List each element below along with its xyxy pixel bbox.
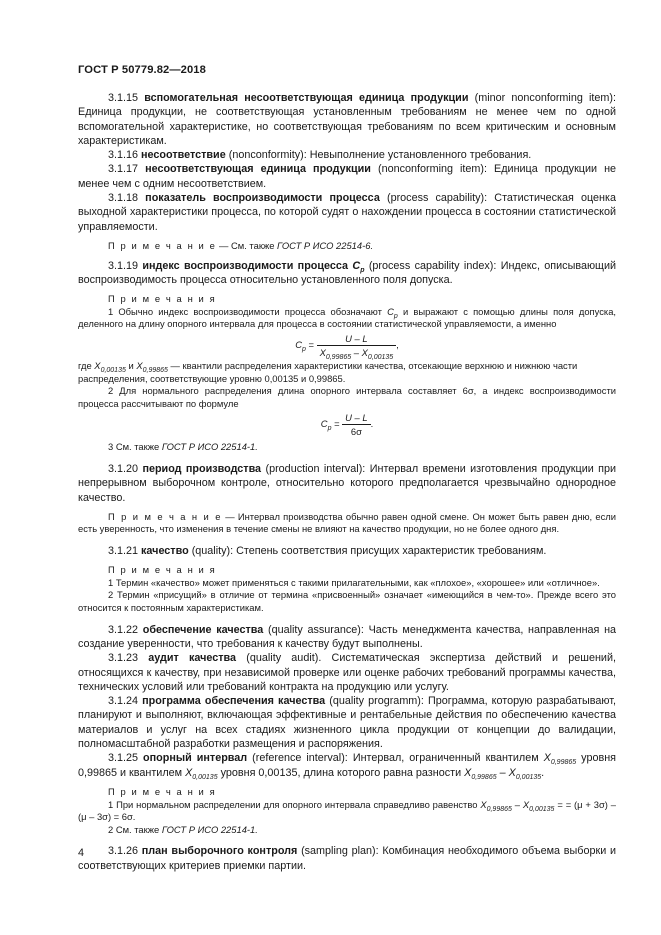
term-3-1-21: 3.1.21 качество (quality): Степень соответствия присущих характеристик требованиям. (108, 544, 547, 557)
notes-label: П р и м е ч а н и я (108, 564, 217, 576)
formula-cp-6sigma: $C_p$ = $\frac{U - L}{6\sigma}$ . (320, 412, 374, 438)
term-3-1-22: 3.1.22 обеспечение качества (quality assurance): Часть менеджмента качества, направленная на создание уверенности, что требования к качеству будут выполнены. (78, 623, 617, 650)
note-2: 2 См. также ГОСТ Р ИСО 22514-1. (108, 823, 258, 835)
note-1: 1 При нормальном распределении для опорного интервала справедливо равенство $X_{0,99865} - X_{0,00135}$ = = (μ + 3σ) – (μ – 3σ) = 6σ. (78, 798, 616, 823)
term-title: качество (141, 544, 189, 557)
term-3-1-24: 3.1.24 программа обеспечения качества (quality programm): Программа, которую разрабатывают, планируют и выполняют, включающая эффективные и рентабельные действия по обеспечению качества материалов и услуг на всех стадиях жизненного цикла продукции от концепции до валидации, полномасштабной разработки размещения и распоряжения. (78, 695, 617, 751)
term-title: вспомогательная несоответствующая единица продукции (144, 92, 469, 104)
term-title: план выборочного контроля (141, 845, 298, 858)
term-title: период производства (142, 462, 262, 475)
note-3: 3 См. также ГОСТ Р ИСО 22514-1. (108, 441, 258, 453)
term-title: обеспечение качества (142, 623, 264, 636)
note-1: 1 Термин «качество» может применяться с такими прилагательными, как «плохое», «хорошее» или «отличное». (108, 576, 600, 588)
cp-symbol: $C_p$ (352, 259, 365, 274)
term-3-1-15: 3.1.15 вспомогательная несоответствующая единица продукции (minor nonconforming item): Единица продукции, не соответствующая установленным требованиям не менее чем по одной вспомогательной характеристике, но соответствующая требованиям по всем критическим и основным характеристикам. (78, 92, 616, 147)
term-3-1-25: 3.1.25 опорный интервал (reference interval): Интервал, ограниченный квантилем $X_{0,99865}$ уровня 0,99865 и квантилем $X_{0,00135}$ уровня 0,00135, длина которого равна разности $X_{0,99865} - X_{0,00135}$. (78, 752, 617, 781)
notes-label: П р и м е ч а н и я (108, 785, 217, 797)
note-2: 2 Для нормального распределения длина опорного интервала составляет 6σ, а индекс воспроизводимости процесса рассчитывают по формуле (78, 385, 616, 409)
term-3-1-17: 3.1.17 несоответствующая единица продукции (nonconforming item): Единица продукции не менее чем с одним несоответствием. (78, 163, 617, 190)
note-3-1-20: П р и м е ч а н и е — Интервал производства обычно равен одной смене. Он может быть равен дню, если есть уверенность, что изменения в течение смены не влияют на качество продукции, но не более одного дня. (78, 510, 616, 535)
term-3-1-23: 3.1.23 аудит качества (quality audit). Систематическая экспертиза действий и решений, относящихся к качеству, при независимой проверке или оценке рабочих требований программы качества, технических условий или требований контракта на продукцию или услугу. (78, 652, 616, 693)
note-1: 1 Обычно индекс воспроизводимости процесса обозначают $C_p$ и выражают с помощью длины поля допуска, деленного на длину опорного интервала для процесса в состоянии статистической управляемости, а именно (78, 305, 617, 330)
term-title: несоответствующая единица продукции (145, 163, 371, 176)
term-3-1-20: 3.1.20 период производства (production interval): Интервал времени изготовления продукции при непрерывном выборочном контроле, относительно которого предполагается чрезвычайно однородное качество. (78, 462, 617, 504)
page-header: ГОСТ Р 50779.82—2018 (78, 64, 206, 76)
formula-cp-quantiles: $C_p$ = $\frac{U - L}{X_{0,99865} - X_{0,00135}}$ , (295, 332, 399, 361)
page-number: 4 (78, 847, 85, 859)
term-3-1-16: 3.1.16 несоответствие (nonconformity): Невыполнение установленного требования. (108, 149, 532, 162)
term-title: программа обеспечения качества (142, 695, 326, 708)
term-3-1-26: 3.1.26 план выборочного контроля (sampling plan): Комбинация необходимого объема выборки и соответствующих критериев приемки партии. (78, 845, 616, 872)
note-3-1-18: П р и м е ч а н и е — См. также ГОСТ Р ИСО 22514-6. (108, 239, 374, 251)
document-body (78, 91, 616, 873)
term-3-1-19: 3.1.19 индекс воспроизводимости процесса $C_p$ (process capability index): Индекс, описывающий воспроизводимость процесса относительно установленного поля допуска. (78, 259, 617, 286)
term-title: опорный интервал (143, 752, 248, 765)
note-2: 2 Термин «присущий» в отличие от термина «присвоенный» означает «имеющийся в чем-то». Прежде всего это относится к постоянным характеристикам. (78, 589, 616, 614)
notes-label: П р и м е ч а н и я (108, 293, 217, 305)
term-3-1-18: 3.1.18 показатель воспроизводимости процесса (process capability): Статистическая оценка выходной характеристики процесса, по которой судят о нахождении процесса в состоянии статистической управляемости. (78, 192, 616, 233)
term-title: аудит качества (148, 652, 237, 665)
term-title: индекс воспроизводимости процесса (142, 259, 349, 272)
formula-legend: где $X_{0,00135}$ и $X_{0,99865}$ — квантили распределения характеристики качества, отсекающие верхнюю и нижнюю части распределения, соответствующие уровню 0,00135 и 0,99865. (78, 359, 578, 384)
term-title: несоответствие (141, 149, 226, 162)
term-title: показатель воспроизводимости процесса (145, 192, 380, 205)
